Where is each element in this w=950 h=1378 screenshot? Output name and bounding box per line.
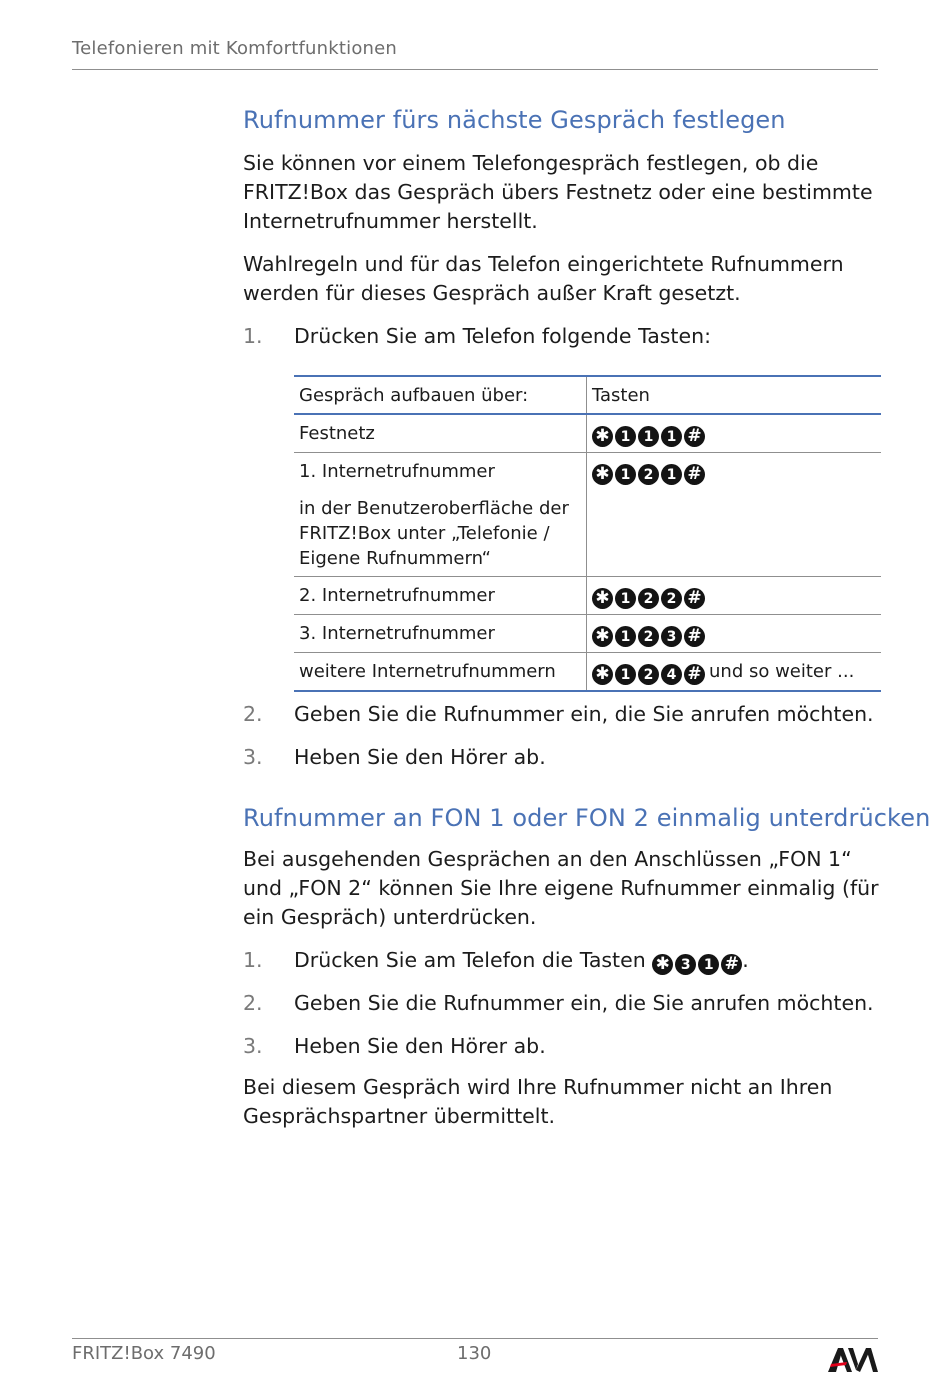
step-number: 3. xyxy=(243,1034,263,1058)
step-text-end: . xyxy=(742,948,749,972)
keypad-sequence xyxy=(592,426,705,447)
key-star-icon: ✱ xyxy=(592,464,613,485)
table-header-keys: Tasten xyxy=(592,385,650,406)
step-text: Drücken Sie am Telefon die Tasten xyxy=(294,948,646,972)
row-label: Festnetz xyxy=(294,414,587,453)
table-row xyxy=(294,615,881,653)
key-digit-1-icon: 1 xyxy=(615,664,636,685)
keypad-sequence xyxy=(652,954,742,975)
step-text: Heben Sie den Hörer ab. xyxy=(294,1034,546,1058)
section-heading-suppress-number: Rufnummer an FON 1 oder FON 2 einmalig unterdrücken xyxy=(243,804,931,832)
section1-paragraph-2: Wahlregeln und für das Telefon eingerichtete Rufnummern werden für dieses Gespräch außer Kraft gesetzt. xyxy=(243,252,844,305)
page-number: 130 xyxy=(457,1343,492,1364)
running-head: Telefonieren mit Komfortfunktionen xyxy=(72,38,398,59)
key-digit-2-icon: 2 xyxy=(638,664,659,685)
keypad-sequence xyxy=(592,664,705,685)
key-digit-1-icon: 1 xyxy=(615,626,636,647)
keypad-sequence xyxy=(592,588,705,609)
key-digit-1-icon: 1 xyxy=(615,588,636,609)
key-digit-3-icon: 3 xyxy=(661,626,682,647)
keypad-sequence xyxy=(592,626,705,647)
row-keys xyxy=(587,615,882,653)
key-digit-2-icon: 2 xyxy=(661,588,682,609)
row-keys xyxy=(587,653,882,692)
table-header-connection: Gespräch aufbauen über: xyxy=(294,376,587,414)
key-hash-icon: # xyxy=(684,664,705,685)
key-digit-1-icon: 1 xyxy=(615,464,636,485)
dial-codes-table xyxy=(294,375,881,692)
row-keys xyxy=(587,414,882,453)
header-divider xyxy=(72,69,878,70)
step-text: Geben Sie die Rufnummer ein, die Sie anrufen möchten. xyxy=(294,702,874,726)
key-digit-1-icon: 1 xyxy=(661,426,682,447)
row-label: 1. Internetrufnummer xyxy=(299,461,495,482)
key-star-icon: ✱ xyxy=(592,664,613,685)
key-digit-2-icon: 2 xyxy=(638,626,659,647)
key-digit-4-icon: 4 xyxy=(661,664,682,685)
table-row xyxy=(294,577,881,615)
section1-paragraph-1: Sie können vor einem Telefongespräch festlegen, ob die FRITZ!Box das Gespräch übers Festnetz oder eine bestimmte Internetrufnummer herstellt. xyxy=(243,151,873,233)
key-hash-icon: # xyxy=(721,954,742,975)
key-digit-2-icon: 2 xyxy=(638,588,659,609)
keypad-sequence xyxy=(592,464,705,485)
row-label: 3. Internetrufnummer xyxy=(294,615,587,653)
key-digit-1-icon: 1 xyxy=(661,464,682,485)
row-label: 2. Internetrufnummer xyxy=(294,577,587,615)
footer-divider xyxy=(72,1338,878,1339)
key-star-icon: ✱ xyxy=(592,588,613,609)
step-number: 2. xyxy=(243,702,263,726)
avm-logo-icon xyxy=(828,1346,878,1372)
row-label-cell xyxy=(294,453,587,577)
step-text: Heben Sie den Hörer ab. xyxy=(294,745,546,769)
table-row xyxy=(294,453,881,577)
key-digit-2-icon: 2 xyxy=(638,464,659,485)
key-star-icon: ✱ xyxy=(592,626,613,647)
step-number: 1. xyxy=(243,324,263,348)
key-hash-icon: # xyxy=(684,426,705,447)
key-digit-1-icon: 1 xyxy=(638,426,659,447)
row-keys xyxy=(587,453,882,577)
key-hash-icon: # xyxy=(684,588,705,609)
key-digit-1-icon: 1 xyxy=(698,954,719,975)
key-star-icon: ✱ xyxy=(652,954,673,975)
footer-product-name: FRITZ!Box 7490 xyxy=(72,1343,216,1364)
step-number: 1. xyxy=(243,948,263,972)
table-row xyxy=(294,653,881,692)
section-heading-next-call: Rufnummer fürs nächste Gespräch festlegen xyxy=(243,106,786,134)
row-label: weitere Internetrufnummern xyxy=(294,653,587,692)
key-digit-3-icon: 3 xyxy=(675,954,696,975)
step-number: 2. xyxy=(243,991,263,1015)
row-label-note: in der Benutzeroberfläche der FRITZ!Box unter „Telefonie / Eigene Rufnummern“ xyxy=(299,498,569,569)
step-number: 3. xyxy=(243,745,263,769)
step-text-with-keys xyxy=(294,946,749,975)
table-header-row xyxy=(294,376,881,414)
key-digit-1-icon: 1 xyxy=(615,426,636,447)
key-hash-icon: # xyxy=(684,626,705,647)
table-row xyxy=(294,414,881,453)
row-keys-suffix: und so weiter ... xyxy=(709,661,855,682)
section2-paragraph-2: Bei diesem Gespräch wird Ihre Rufnummer nicht an Ihren Gesprächspartner übermittelt. xyxy=(243,1075,833,1128)
step-text: Drücken Sie am Telefon folgende Tasten: xyxy=(294,324,711,348)
key-hash-icon: # xyxy=(684,464,705,485)
row-keys xyxy=(587,577,882,615)
section2-paragraph-1: Bei ausgehenden Gesprächen an den Anschlüssen „FON 1“ und „FON 2“ können Sie Ihre eigene Rufnummer einmalig (für ein Gespräch) unterdrücken. xyxy=(243,847,879,929)
key-star-icon: ✱ xyxy=(592,426,613,447)
step-text: Geben Sie die Rufnummer ein, die Sie anrufen möchten. xyxy=(294,991,874,1015)
